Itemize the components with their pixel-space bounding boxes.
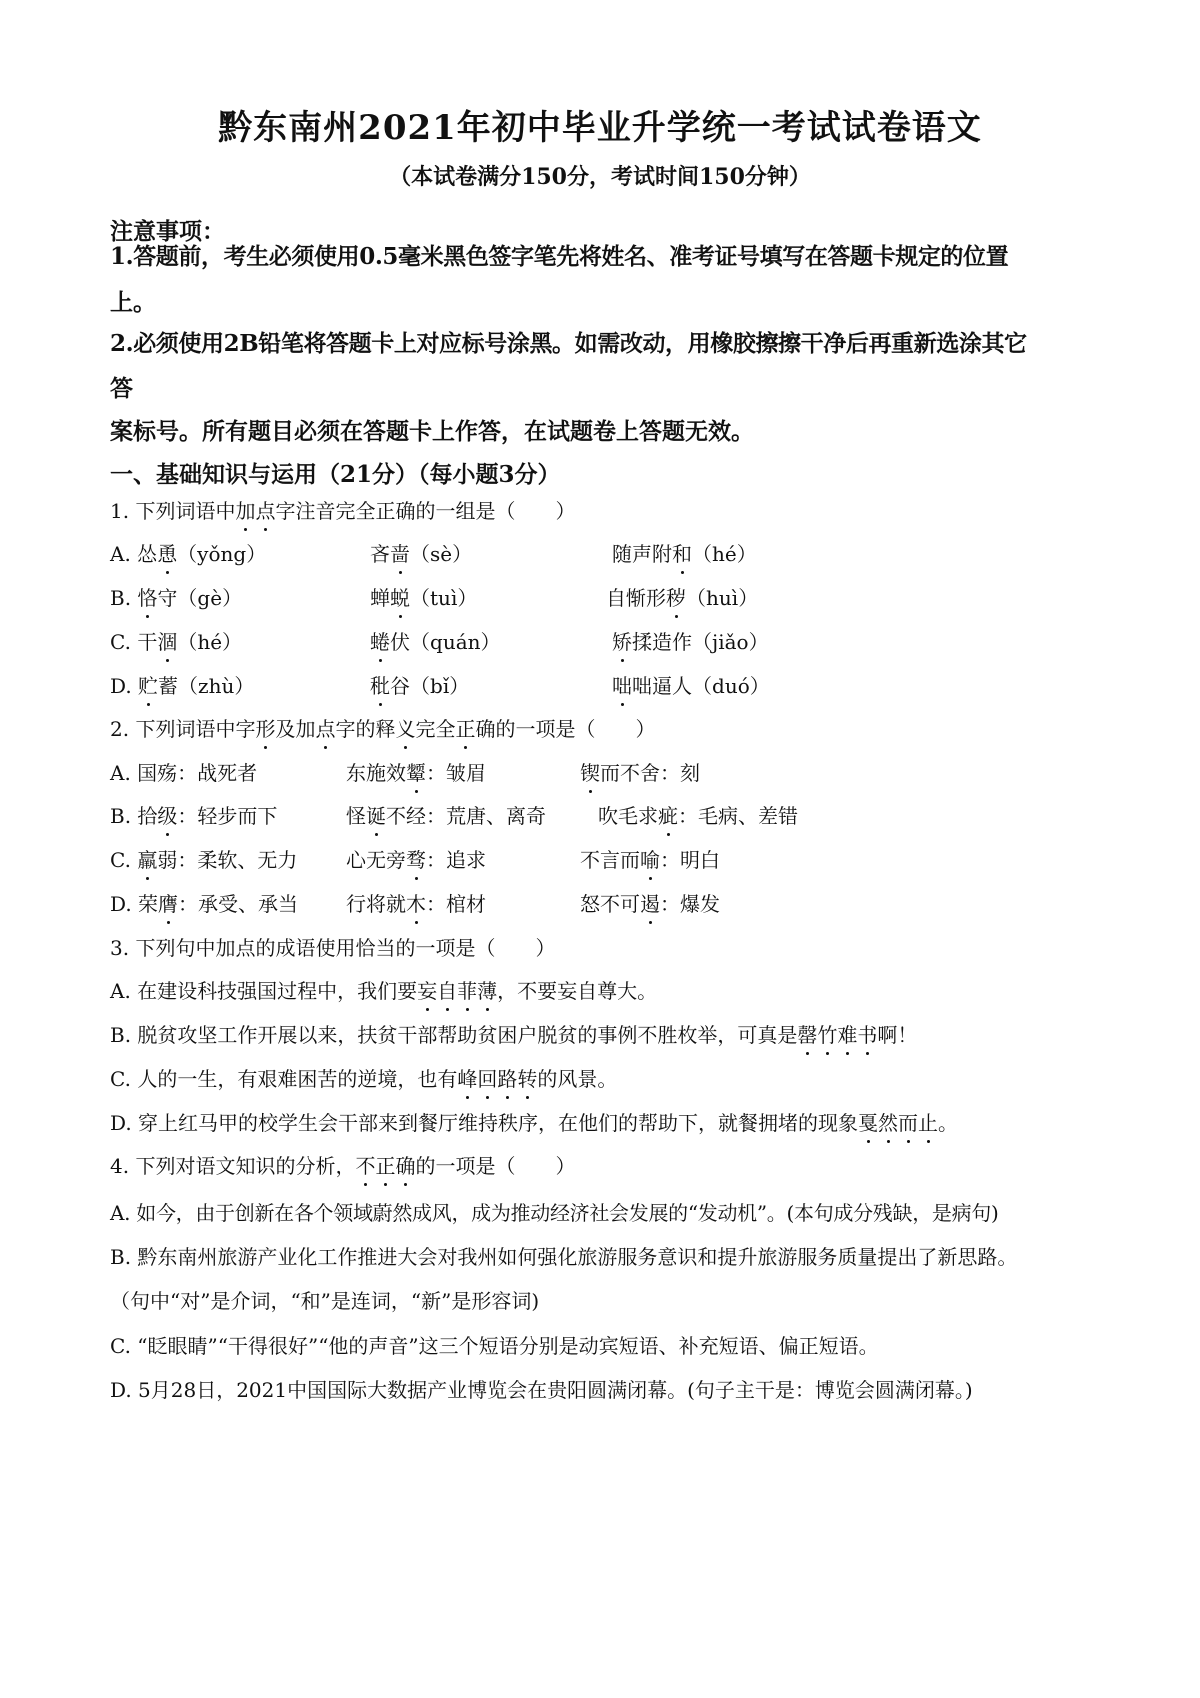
emphasized-char: 确: [395, 1150, 415, 1179]
q2-option-b-1: B. 拾级：轻步而下: [110, 800, 277, 829]
emphasized-char: 加: [235, 495, 255, 524]
q2-stem: 2. 下列词语中字形及加点字的释义完全正确的一项是（ ）: [110, 713, 655, 742]
emphasized-char: 遏: [640, 888, 660, 917]
q2-option-a-2: 东施效颦：皱眉: [346, 757, 486, 786]
emphasized-char: 形: [255, 713, 275, 742]
q2-option-d-2: 行将就木：棺材: [346, 888, 486, 917]
q1-option-d-2: 秕谷（bǐ）: [370, 670, 469, 699]
emphasized-char: 恿: [157, 538, 177, 567]
emphasized-char: 转: [517, 1063, 537, 1092]
notice-heading: 注意事项：: [110, 218, 225, 245]
q1-option-b-1: B. 恪守（gè）: [110, 582, 242, 611]
emphasized-char: 难: [837, 1019, 857, 1048]
q2-option-c-2: 心无旁骛：追求: [346, 844, 486, 873]
emphasized-char: 点: [315, 713, 335, 742]
emphasized-char: 妄: [417, 975, 437, 1004]
q2-option-b-2: 怪诞不经：荒唐、离奇: [346, 800, 546, 829]
emphasized-char: 啬: [390, 538, 410, 567]
emphasized-char: 涸: [157, 626, 177, 655]
q3-option-c: C. 人的一生，有艰难困苦的逆境，也有峰回路转的风景。: [110, 1063, 617, 1092]
q1-option-a-1: A. 怂恿（yǒng）: [110, 538, 266, 567]
emphasized-char: 路: [497, 1063, 517, 1092]
page-subtitle: （本试卷满分150分，考试时间150分钟）: [389, 164, 811, 190]
emphasized-char: 咄: [612, 670, 632, 699]
q2-option-b-3: 吹毛求疵：毛病、差错: [598, 800, 798, 829]
emphasized-char: 颦: [406, 757, 426, 786]
emphasized-char: 正: [375, 1150, 395, 1179]
emphasized-char: 膺: [158, 888, 178, 917]
q4-stem: 4. 下列对语文知识的分析，不正确的一项是（ ）: [110, 1150, 575, 1179]
emphasized-char: 恪: [137, 582, 157, 611]
notice-item-2-cont2: 案标号。所有题目必须在答题卡上作答，在试题卷上答题无效。: [110, 418, 754, 445]
emphasized-char: 止: [918, 1107, 938, 1136]
emphasized-char: 喻: [640, 844, 660, 873]
emphasized-char: 秽: [666, 582, 686, 611]
emphasized-char: 矫: [612, 626, 632, 655]
emphasized-char: 贮: [138, 670, 158, 699]
q2-option-a-1: A. 国殇：战死者: [110, 761, 258, 785]
emphasized-char: 回: [477, 1063, 497, 1092]
emphasized-char: 正: [455, 713, 475, 742]
q3-stem: 3. 下列句中加点的成语使用恰当的一项是（ ）: [110, 936, 556, 960]
page-title: 黔东南州2021年初中毕业升学统一考试试卷语文: [218, 108, 982, 148]
emphasized-char: 戛: [858, 1107, 878, 1136]
q4-option-d: D. 5月28日，2021中国国际大数据产业博览会在贵阳圆满闭幕。(句子主干是：博览会圆满闭幕。): [110, 1378, 973, 1402]
emphasized-char: 峰: [457, 1063, 477, 1092]
q3-option-d: D. 穿上红马甲的校学生会干部来到餐厅维持秩序，在他们的帮助下，就餐拥堵的现象戛然而止。: [110, 1107, 958, 1136]
q1-option-d-3: 咄咄逼人（duó）: [612, 670, 770, 699]
q1-option-a-3: 随声附和（hé）: [612, 538, 757, 567]
notice-item-2: 2.必须使用2B铅笔将答题卡上对应标号涂黑。如需改动，用橡胶擦擦干净后再重新选涂其它: [110, 330, 1027, 357]
emphasized-char: 疵: [658, 800, 678, 829]
emphasized-char: 罄: [797, 1019, 817, 1048]
emphasized-char: 义: [395, 713, 415, 742]
q1-option-c-2: 蜷伏（quán）: [370, 626, 501, 655]
q2-option-c-3: 不言而喻：明白: [580, 844, 720, 873]
emphasized-char: 锲: [580, 757, 600, 786]
q1-option-d-1: D. 贮蓄（zhù）: [110, 670, 254, 699]
emphasized-char: 蜕: [390, 582, 410, 611]
emphasized-char: 骛: [406, 844, 426, 873]
section-1-heading: 一、基础知识与运用（21分）（每小题3分）: [110, 461, 561, 488]
emphasized-char: 自: [437, 975, 457, 1004]
emphasized-char: 菲: [457, 975, 477, 1004]
q2-option-d-1: D. 荣膺：承受、承当: [110, 888, 298, 917]
emphasized-char: 诞: [366, 800, 386, 829]
q4-option-b-cont: （句中“对”是介词，“和”是连词，“新”是形容词): [110, 1289, 540, 1313]
q3-option-b: B. 脱贫攻坚工作开展以来，扶贫干部帮助贫困户脱贫的事例不胜枚举，可真是罄竹难书啊！: [110, 1019, 917, 1048]
emphasized-char: 点: [255, 495, 275, 524]
q1-option-b-3: 自惭形秽（huì）: [606, 582, 758, 611]
notice-item-2-cont: 答: [110, 375, 133, 402]
q1-option-c-1: C. 干涸（hé）: [110, 626, 242, 655]
q4-option-c: C. “眨眼睛”“干得很好”“他的声音”这三个短语分别是动宾短语、补充短语、偏正短语。: [110, 1334, 879, 1358]
emphasized-char: 薄: [477, 975, 497, 1004]
emphasized-char: 秕: [370, 670, 390, 699]
emphasized-char: 然: [878, 1107, 898, 1136]
q1-option-a-2: 吝啬（sè）: [370, 538, 472, 567]
q2-option-d-3: 怒不可遏：爆发: [580, 888, 720, 917]
emphasized-char: 羸: [137, 844, 157, 873]
emphasized-char: 书: [857, 1019, 877, 1048]
emphasized-char: 级: [157, 800, 177, 829]
q2-option-a-3: 锲而不舍：刻: [580, 757, 700, 786]
emphasized-char: 蜷: [370, 626, 390, 655]
emphasized-char: 不: [355, 1150, 375, 1179]
notice-item-1-cont: 上。: [110, 289, 156, 316]
emphasized-char: 和: [672, 538, 692, 567]
emphasized-char: 而: [898, 1107, 918, 1136]
q2-option-c-1: C. 羸弱：柔软、无力: [110, 844, 297, 873]
q1-option-b-2: 蝉蜕（tuì）: [370, 582, 477, 611]
q4-option-a: A. 如今，由于创新在各个领域蔚然成风，成为推动经济社会发展的“发动机”。(本句成分残缺，是病句): [110, 1201, 999, 1225]
notice-item-1: 1.答题前，考生必须使用0.5毫米黑色签字笔先将姓名、准考证号填写在答题卡规定的位置: [110, 243, 1009, 270]
emphasized-char: 木: [406, 888, 426, 917]
q3-option-a: A. 在建设科技强国过程中，我们要妄自菲薄，不要妄自尊大。: [110, 975, 657, 1004]
emphasized-char: 竹: [817, 1019, 837, 1048]
q4-option-b: B. 黔东南州旅游产业化工作推进大会对我州如何强化旅游服务意识和提升旅游服务质量提出了新思路。: [110, 1245, 1018, 1269]
q1-option-c-3: 矫揉造作（jiǎo）: [612, 626, 769, 655]
q1-stem: 1. 下列词语中加点字注音完全正确的一组是（ ）: [110, 495, 575, 524]
